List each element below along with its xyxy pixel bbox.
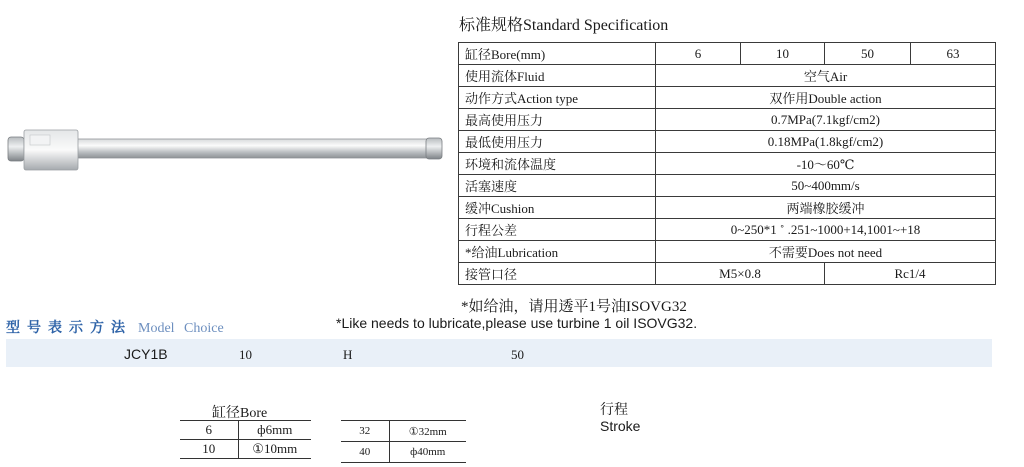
bore-value: 50 (825, 43, 911, 65)
rodless-cylinder-image (0, 125, 450, 175)
spec-row (459, 219, 996, 241)
model-choice-title-cn: 型号表示方法 (6, 319, 132, 335)
bore-table (180, 420, 311, 459)
bore-value: 63 (911, 43, 996, 65)
spec-value: -10～60℃ (656, 153, 996, 175)
bore-mark: ①10mm (238, 440, 311, 459)
spec-row (459, 241, 996, 263)
port-value: Rc1/4 (825, 263, 996, 285)
bore-size: 40 (341, 442, 389, 463)
bore-size: 6 (180, 421, 238, 440)
stroke-label (600, 401, 640, 435)
model-code-bore: 10 (239, 347, 252, 362)
model-choice-heading (6, 317, 224, 337)
stroke-label-cn: 行程 (600, 401, 628, 417)
bore-size: 10 (180, 440, 238, 459)
model-code-bar (6, 339, 992, 367)
bore-row (180, 440, 311, 459)
bore-size: 32 (341, 421, 389, 442)
spec-value: 0.7MPa(7.1kgf/cm2) (656, 109, 996, 131)
spec-title: 标准规格Standard Specification (459, 17, 669, 34)
spec-label: 活塞速度 (459, 175, 656, 197)
bore-row (180, 421, 311, 440)
bore-table-large (341, 420, 466, 463)
spec-row-bore (459, 43, 996, 65)
spec-label: *给油Lubrication (459, 241, 656, 263)
spec-value: 两端橡胶缓冲 (656, 197, 996, 219)
spec-table (458, 42, 996, 285)
bore-value: 6 (656, 43, 741, 65)
spec-value: 双作用Double action (656, 87, 996, 109)
spec-label: 使用流体Fluid (459, 65, 656, 87)
spec-label: 最低使用压力 (459, 131, 656, 153)
bore-mark: ①32mm (389, 421, 466, 442)
model-code-stroke: 50 (511, 347, 524, 362)
stroke-label-en: Stroke (600, 418, 641, 434)
spec-label: 接管口径 (459, 263, 656, 285)
spec-label: 环境和流体温度 (459, 153, 656, 175)
spec-row (459, 175, 996, 197)
model-code-h: H (343, 347, 353, 362)
spec-label: 缸径Bore(mm) (459, 43, 656, 65)
bore-row (341, 442, 466, 463)
bore-mark: ф40mm (389, 442, 466, 463)
bore-section-title: 缸径Bore (212, 406, 268, 421)
spec-row (459, 153, 996, 175)
bore-value: 10 (741, 43, 825, 65)
spec-row (459, 109, 996, 131)
bore-row (341, 421, 466, 442)
spec-row (459, 197, 996, 219)
model-code-series: JCY1B (124, 346, 168, 362)
spec-label: 行程公差 (459, 219, 656, 241)
spec-value: 50~400mm/s (656, 175, 996, 197)
spec-row-port (459, 263, 996, 285)
spec-value: 不需要Does not need (656, 241, 996, 263)
spec-value: 空气Air (656, 65, 996, 87)
spec-value: 0.18MPa(1.8kgf/cm2) (656, 131, 996, 153)
port-value: M5×0.8 (656, 263, 825, 285)
model-choice-title-en: Model Choice (138, 321, 224, 336)
lubrication-note-cn: *如给油，请用透平1号油ISOVG32 (461, 299, 687, 315)
spec-label: 动作方式Action type (459, 87, 656, 109)
spec-row (459, 87, 996, 109)
bore-mark: ф6mm (238, 421, 311, 440)
spec-row (459, 65, 996, 87)
spec-row (459, 131, 996, 153)
spec-value: 0~250*1 ˚ .251~1000+14,1001~+18 (656, 219, 996, 241)
lubrication-note-en: *Like needs to lubricate,please use turbine 1 oil ISOVG32. (336, 315, 698, 331)
spec-label: 缓冲Cushion (459, 197, 656, 219)
spec-label: 最高使用压力 (459, 109, 656, 131)
